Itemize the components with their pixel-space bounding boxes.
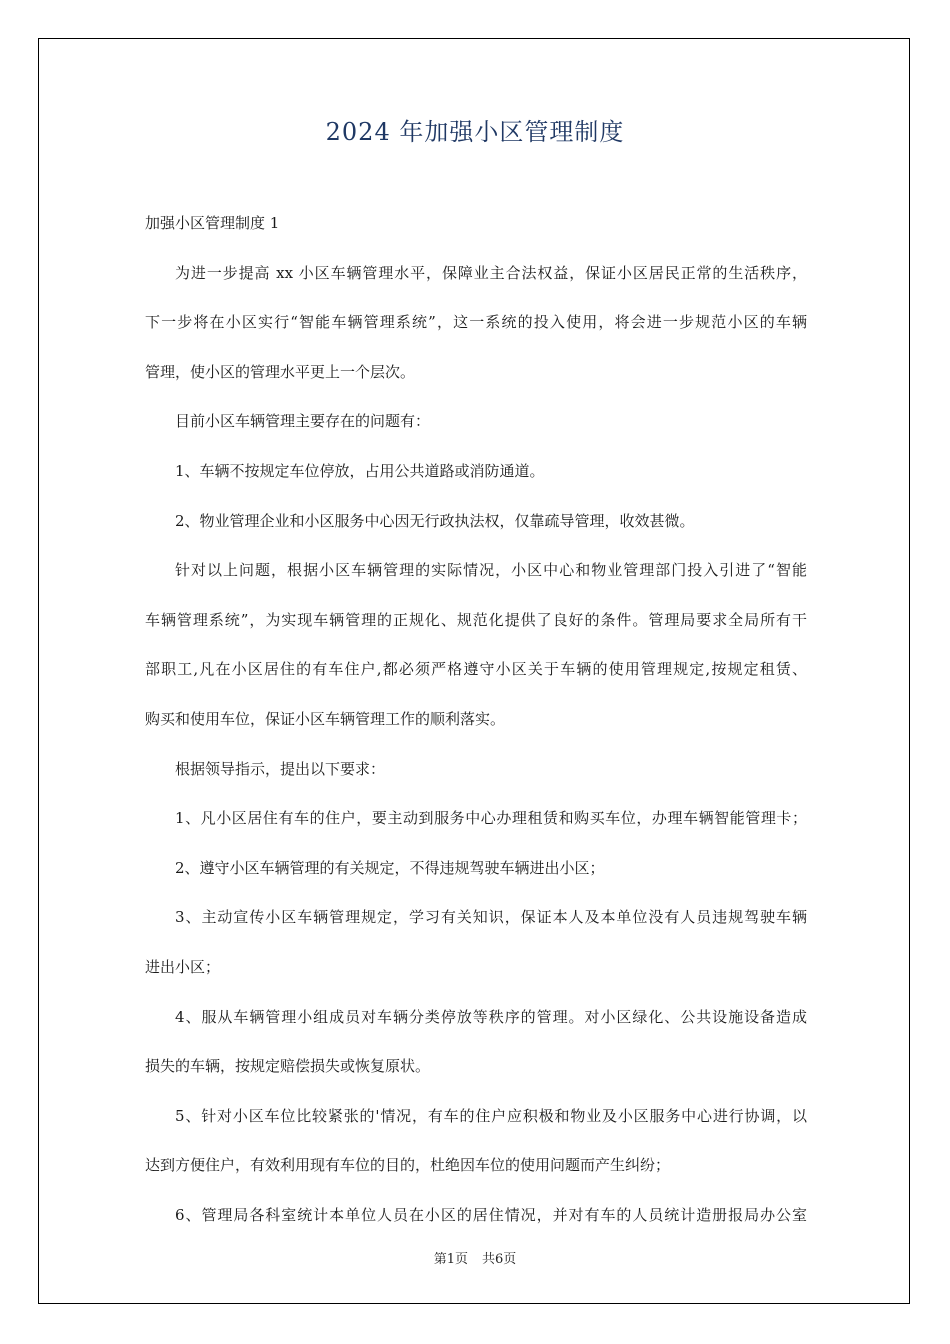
text-line: 1、车辆不按规定车位停放，占用公共道路或消防通道。 <box>175 461 545 480</box>
text-line: 达到方便住户，有效利用现有车位的目的，杜绝因车位的使用问题而产生纠纷； <box>145 1156 671 1175</box>
page-number-current: 第1页 <box>433 1252 468 1267</box>
text-line: 购买和使用车位，保证小区车辆管理工作的顺利落实。 <box>145 709 506 728</box>
text-line: 2、遵守小区车辆管理的有关规定，不得违规驾驶车辆进出小区； <box>175 858 605 877</box>
text-line: 针对以上问题，根据小区车辆管理的实际情况，小区中心和物业管理部门投入引进了“智能 <box>175 561 807 580</box>
text-line: 部职工,凡在小区居住的有车住户,都必须严格遵守小区关于车辆的使用管理规定,按规定租赁、 <box>145 660 807 679</box>
text-line: 1、凡小区居住有车的住户，要主动到服务中心办理租赁和购买车位，办理车辆智能管理卡； <box>175 809 807 828</box>
text-line: 损失的车辆，按规定赔偿损失或恢复原状。 <box>145 1057 431 1076</box>
text-line: 3、主动宣传小区车辆管理规定，学习有关知识，保证本人及本单位没有人员违规驾驶车辆 <box>175 908 807 927</box>
text-line: 根据领导指示，提出以下要求： <box>175 759 386 778</box>
text-line: 下一步将在小区实行“智能车辆管理系统”，这一系统的投入使用，将会进一步规范小区的车辆 <box>145 313 807 332</box>
text-line: 5、针对小区车位比较紧张的'情况，有车的住户应积极和物业及小区服务中心进行协调，以 <box>175 1106 807 1125</box>
text-line: 为进一步提高 xx 小区车辆管理水平，保障业主合法权益，保证小区居民正常的生活秩序， <box>175 263 807 282</box>
text-line: 车辆管理系统”，为实现车辆管理的正规化、规范化提供了良好的条件。管理局要求全局所有干 <box>145 610 807 629</box>
text-line: 加强小区管理制度 1 <box>145 214 280 232</box>
text-line: 4、服从车辆管理小组成员对车辆分类停放等秩序的管理。对小区绿化、公共设施设备造成 <box>175 1007 807 1026</box>
text-line: 6、管理局各科室统计本单位人员在小区的居住情况，并对有车的人员统计造册报局办公室 <box>175 1205 807 1224</box>
text-line: 进出小区； <box>145 957 221 976</box>
text-line: 2、物业管理企业和小区服务中心因无行政执法权，仅靠疏导管理，收效甚微。 <box>175 511 695 530</box>
document-body <box>145 199 807 1240</box>
page-footer <box>0 1248 950 1267</box>
text-line: 管理，使小区的管理水平更上一个层次。 <box>145 362 416 381</box>
document-title: 2024 年加强小区管理制度 <box>325 118 625 146</box>
page-number-total: 共6页 <box>482 1252 517 1267</box>
text-line: 目前小区车辆管理主要存在的问题有： <box>175 412 431 431</box>
